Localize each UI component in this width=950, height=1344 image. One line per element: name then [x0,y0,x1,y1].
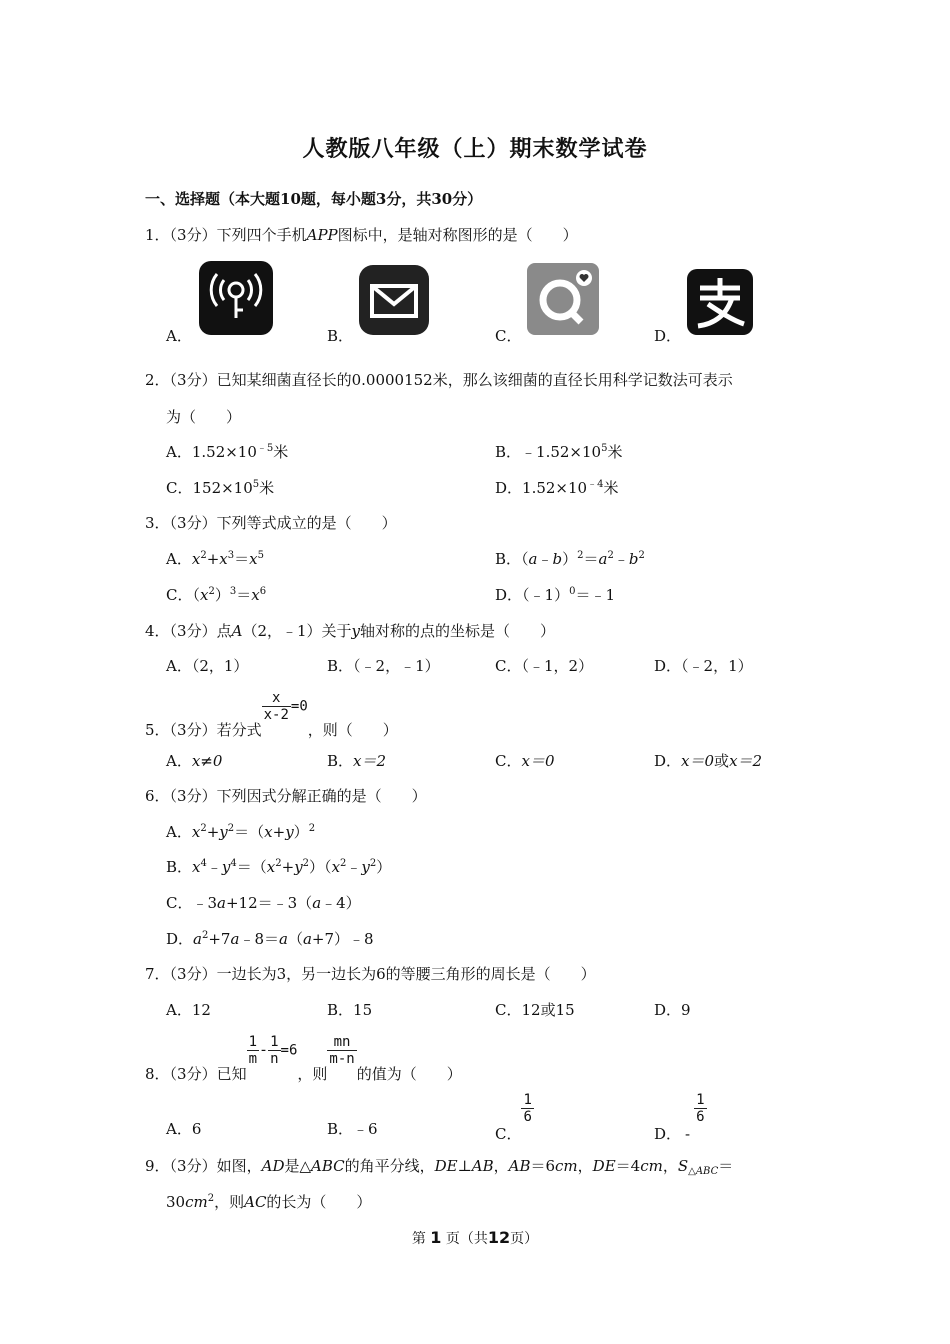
question-5: 5．（3分）若分式 $\frac{x}{x-2}$ =0，则（ ） [145,690,398,739]
q2-option-d: D．$1.52\times 10^{﹣4}$米 [495,479,619,497]
page-footer: 第 1 页（共12页） [411,1228,539,1247]
question-2: 2．（3分）已知某细菌直径长的0.0000152米，那么该细菌的直径长用科学记数法可表示 [145,371,733,389]
q7-option-a: A．12 [166,1001,211,1019]
fraction-1-over-6: $\frac{1}{6}$ [523,1092,532,1125]
question-9: 9．（3分）如图，AD是△ABC的角平分线，DE⊥AB，AB＝6cm，DE＝4cm，$S_{\triangle ABC}=$ [145,1157,734,1177]
q7-option-c: C．12或15 [495,1001,575,1019]
q3-option-c: C．$(x^2)^3=x^6$ [166,586,267,604]
q3-option-a: A．$x^2+x^3=x^5$ [166,550,264,568]
q8-option-b: B．﹣6 [327,1120,378,1138]
fraction-mn-over-m-minus-n: $\frac{mn}{m-n}$ [329,1034,355,1067]
question-2-cont: 为（ ） [166,408,242,426]
q6-option-c: C．﹣3a+12＝﹣3（a﹣4） [166,894,361,912]
q5-option-c: C．x＝0 [495,752,555,770]
q1-option-a: A． [166,327,192,345]
section-heading: 一、选择题（本大题10题，每小题3分，共30分） [145,190,483,208]
mail-icon [358,264,430,336]
q8-option-d: D． - $\frac{1}{6}$ [654,1092,705,1143]
q4-option-a: A．（2，1） [166,657,249,675]
q1-option-d: D． [654,327,682,345]
question-4: 4．（3分）点A（2，﹣1）关于y轴对称的点的坐标是（ ） [145,622,556,640]
question-9-cont: $30cm^2$，则AC的长为（ ） [166,1193,372,1211]
q3-option-d: D．（﹣1）$^0$＝﹣1 [495,586,615,604]
q3-option-b: B．$(a﹣b)^2=a^2﹣b^2$ [495,550,645,568]
fraction-x-over-x-minus-2: $\frac{x}{x-2}$ [263,690,289,723]
q8-option-c: C． $\frac{1}{6}$ [495,1092,532,1143]
q6-option-d: D．$a^2+7a﹣8=a(a+7)﹣8$ [166,930,374,948]
q4-option-c: C．（﹣1，2） [495,657,594,675]
q8-option-a: A．6 [166,1120,202,1138]
q7-option-b: B．15 [327,1001,373,1019]
q1-option-b: B． [327,327,354,345]
question-6: 6．（3分）下列因式分解正确的是（ ） [145,787,427,805]
q5-option-d: D．x＝0或x＝2 [654,752,763,770]
q4-option-b: B．（﹣2，﹣1） [327,657,440,675]
question-1: 1．（3分）下列四个手机APP图标中，是轴对称图形的是（ ） [145,226,578,244]
q5-option-b: B．x＝2 [327,752,387,770]
question-8: 8．（3分）已知 $\frac{1}{m}$ - $\frac{1}{n}$ =6，则 $\frac{mn}{m-n}$ 的值为（ ） [145,1034,462,1083]
q2-option-a: A．$1.52\times 10^{﹣5}$米 [166,443,289,461]
q4-option-d: D．（﹣2，1） [654,657,753,675]
q2-option-c: C．$152\times 10^5$米 [166,479,275,497]
q6-option-b: B．$x^4﹣y^4=(x^2+y^2)(x^2﹣y^2)$ [166,858,392,876]
alipay-icon [686,268,754,336]
fraction-1-over-m: $\frac{1}{m}$ [248,1034,258,1067]
question-3: 3．（3分）下列等式成立的是（ ） [145,514,397,532]
q-search-icon [526,262,600,336]
page-title: 人教版八年级（上）期末数学试卷 [302,136,648,162]
fraction-1-over-6: $\frac{1}{6}$ [696,1092,705,1125]
q2-option-b: B．$﹣1.52\times 10^5$米 [495,443,623,461]
wifi-key-icon [198,260,274,336]
q1-option-c: C． [495,327,522,345]
fraction-1-over-n: $\frac{1}{n}$ [270,1034,279,1067]
question-7: 7．（3分）一边长为3，另一边长为6的等腰三角形的周长是（ ） [145,965,596,983]
q6-option-a: A．$x^2+y^2=(x+y)^2$ [166,823,316,841]
q5-option-a: A．x≠0 [166,752,223,770]
q7-option-d: D．9 [654,1001,691,1019]
